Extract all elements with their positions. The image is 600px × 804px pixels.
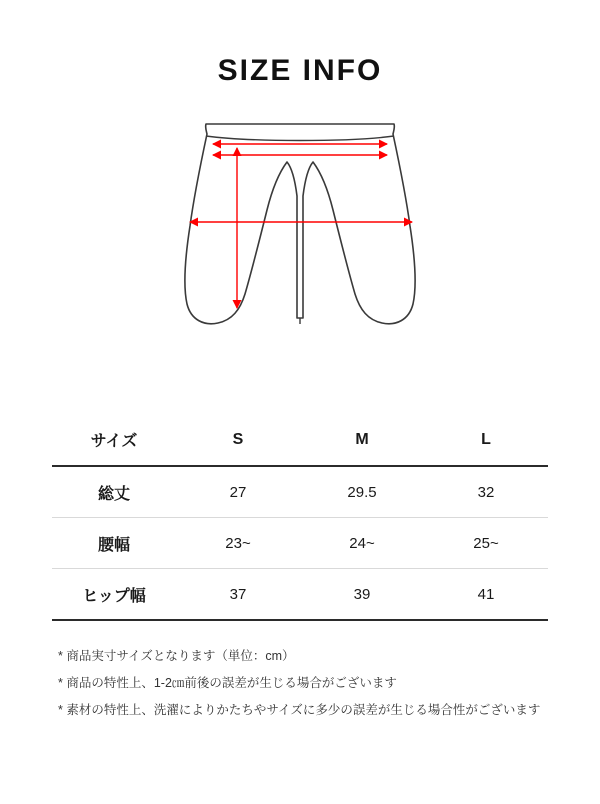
cell-total-length-s: 27	[229, 484, 247, 501]
table-row	[52, 466, 548, 518]
column-header-m: M	[355, 430, 369, 448]
cell-waist-width-l: 25~	[473, 535, 499, 552]
size-table-head	[52, 414, 548, 466]
note-item: * 素材の特性上、洗濯によりかたちやサイズに多少の誤差が生じる場合性がございます	[58, 702, 541, 717]
cell-waist-width-s: 23~	[225, 535, 251, 552]
column-header-size: サイズ	[90, 433, 138, 450]
page-title: SIZE INFO	[217, 54, 383, 87]
note-item: * 商品の特性上、1-2㎝前後の誤差が生じる場合がございます	[58, 675, 397, 690]
size-table-container	[52, 414, 548, 621]
size-info-page	[0, 56, 600, 804]
note-item: * 商品実寸サイズとなります（単位：cm）	[58, 649, 295, 663]
row-label-waist-width: 腰幅	[97, 537, 130, 554]
cell-hip-width-s: 37	[229, 586, 247, 603]
column-header-l: L	[481, 430, 491, 448]
cell-waist-width-m: 24~	[349, 535, 375, 552]
table-header-row	[52, 414, 548, 466]
shorts-outline	[185, 124, 415, 324]
shorts-measurement-diagram	[0, 118, 600, 408]
notes-section	[52, 643, 548, 724]
row-label-total-length: 総丈	[97, 486, 130, 503]
table-row	[52, 569, 548, 621]
cell-total-length-l: 32	[477, 484, 495, 501]
table-row	[52, 518, 548, 569]
cell-total-length-m: 29.5	[347, 484, 377, 501]
row-label-hip-width: ヒップ幅	[82, 588, 146, 605]
shorts-diagram-svg	[0, 118, 600, 408]
size-table-body	[52, 466, 548, 620]
column-header-s: S	[232, 430, 244, 448]
cell-hip-width-l: 41	[477, 586, 495, 603]
size-table	[52, 414, 548, 621]
cell-hip-width-m: 39	[353, 586, 371, 603]
